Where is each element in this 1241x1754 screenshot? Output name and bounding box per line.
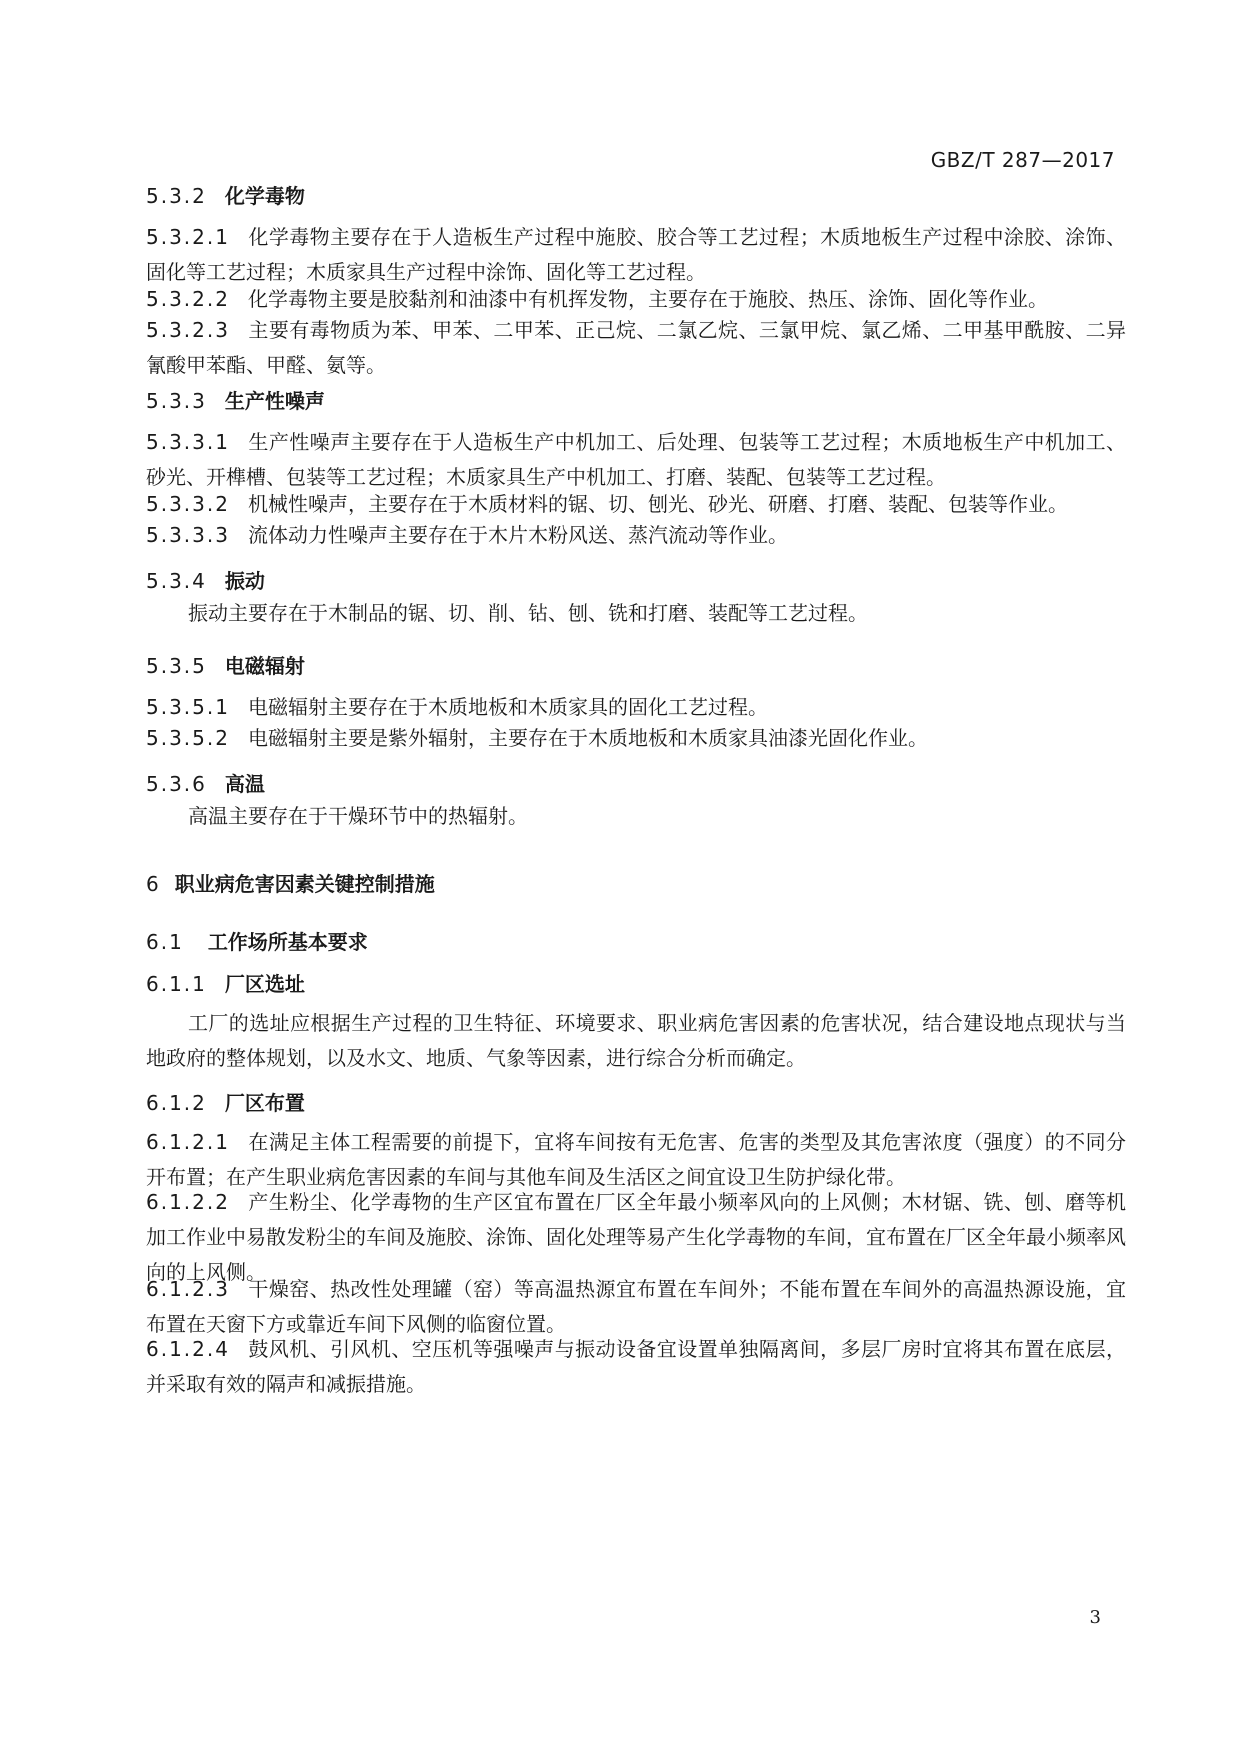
clause-number: 5.3.3.2 <box>146 492 230 516</box>
heading-6-1-1 <box>146 968 305 997</box>
clause-number: 6.1.2.3 <box>146 1277 230 1301</box>
clause-text: 化学毒物主要是胶黏剂和油漆中有机挥发物，主要存在于施胶、热压、涂饰、固化等作业。 <box>247 287 1048 311</box>
heading-6-1-2 <box>146 1087 305 1116</box>
clause-number: 5.3.5.1 <box>146 695 230 719</box>
clause-5-3-2-2 <box>146 282 1126 317</box>
clause-number: 5.3.2.3 <box>146 318 230 342</box>
clause-5-3-3-1 <box>146 425 1126 495</box>
clause-5-3-5-2 <box>146 721 1126 756</box>
clause-number: 5.3.5.2 <box>146 726 230 750</box>
clause-text: 化学毒物主要存在于人造板生产过程中施胶、胶合等工艺过程；木质地板生产过程中涂胶、涂饰、固化等工艺过程；木质家具生产过程中涂饰、固化等工艺过程。 <box>146 225 1126 284</box>
heading-5-3-6 <box>146 768 265 797</box>
section-number: 6.1.2 <box>146 1091 207 1115</box>
section-title: 厂区布置 <box>224 1091 305 1115</box>
section-number: 5.3.2 <box>146 184 207 208</box>
section-title: 振动 <box>224 569 265 593</box>
clause-5-3-3-3 <box>146 518 1126 553</box>
clause-text: 生产性噪声主要存在于人造板生产中机加工、后处理、包装等工艺过程；木质地板生产中机加工、砂光、开榫槽、包装等工艺过程；木质家具生产中机加工、打磨、装配、包装等工艺过程。 <box>146 430 1126 489</box>
clause-text: 鼓风机、引风机、空压机等强噪声与振动设备宜设置单独隔离间，多层厂房时宜将其布置在底层，并采取有效的隔声和减振措施。 <box>146 1337 1126 1396</box>
clause-number: 5.3.2.1 <box>146 225 230 249</box>
clause-number: 6.1.2.1 <box>146 1130 230 1154</box>
paragraph-5-3-6: 高温主要存在于干燥环节中的热辐射。 <box>188 804 528 828</box>
clause-6-1-2-4 <box>146 1332 1126 1402</box>
heading-6-1 <box>146 926 368 955</box>
chapter-number: 6 <box>146 872 159 896</box>
heading-5-3-2 <box>146 180 305 209</box>
clause-text: 机械性噪声，主要存在于木质材料的锯、切、刨光、砂光、研磨、打磨、装配、包装等作业。 <box>247 492 1068 516</box>
clause-text: 电磁辐射主要是紫外辐射，主要存在于木质地板和木质家具油漆光固化作业。 <box>247 726 928 750</box>
clause-number: 5.3.2.2 <box>146 287 230 311</box>
section-number: 5.3.6 <box>146 772 207 796</box>
clause-5-3-3-2 <box>146 487 1126 522</box>
section-number: 6.1.1 <box>146 972 207 996</box>
heading-5-3-4 <box>146 565 265 594</box>
clause-5-3-2-1 <box>146 220 1126 290</box>
clause-text: 产生粉尘、化学毒物的生产区宜布置在厂区全年最小频率风向的上风侧；木材锯、铣、刨、磨等机加工作业中易散发粉尘的车间及施胶、涂饰、固化处理等易产生化学毒物的车间，宜布置在厂区全年最小频率风向的上风侧。 <box>146 1190 1126 1284</box>
section-title: 工作场所基本要求 <box>207 930 368 954</box>
clause-number: 5.3.3.1 <box>146 430 230 454</box>
clause-number: 6.1.2.4 <box>146 1337 230 1361</box>
heading-5-3-5 <box>146 650 305 679</box>
clause-5-3-2-3 <box>146 313 1126 383</box>
paragraph-6-1-1: 工厂的选址应根据生产过程的卫生特征、环境要求、职业病危害因素的危害状况，结合建设地点现状与当地政府的整体规划，以及水文、地质、气象等因素，进行综合分析而确定。 <box>146 1011 1126 1070</box>
clause-text: 主要有毒物质为苯、甲苯、二甲苯、正己烷、二氯乙烷、三氯甲烷、氯乙烯、二甲基甲酰胺、二异氰酸甲苯酯、甲醛、氨等。 <box>146 318 1126 377</box>
clause-text: 电磁辐射主要存在于木质地板和木质家具的固化工艺过程。 <box>247 695 768 719</box>
section-title: 化学毒物 <box>224 184 305 208</box>
section-title: 电磁辐射 <box>224 654 305 678</box>
section-number: 5.3.5 <box>146 654 207 678</box>
section-number: 5.3.4 <box>146 569 207 593</box>
clause-text: 干燥窑、热改性处理罐（窑）等高温热源宜布置在车间外；不能布置在车间外的高温热源设施，宜布置在天窗下方或靠近车间下风侧的临窗位置。 <box>146 1277 1126 1336</box>
clause-number: 5.3.3.3 <box>146 523 230 547</box>
heading-6 <box>146 868 435 897</box>
clause-text: 流体动力性噪声主要存在于木片木粉风送、蒸汽流动等作业。 <box>247 523 788 547</box>
clause-number: 6.1.2.2 <box>146 1190 230 1214</box>
chapter-title: 职业病危害因素关键控制措施 <box>174 872 435 896</box>
paragraph-5-3-4: 振动主要存在于木制品的锯、切、削、钻、刨、铣和打磨、装配等工艺过程。 <box>188 601 868 625</box>
section-title: 厂区选址 <box>224 972 305 996</box>
section-title: 生产性噪声 <box>224 389 325 413</box>
section-title: 高温 <box>224 772 265 796</box>
clause-5-3-5-1 <box>146 690 1126 725</box>
clause-text: 在满足主体工程需要的前提下，宜将车间按有无危害、危害的类型及其危害浓度（强度）的不同分开布置；在产生职业病危害因素的车间与其他车间及生活区之间宜设卫生防护绿化带。 <box>146 1130 1126 1189</box>
section-number: 6.1 <box>146 930 184 954</box>
standard-code: GBZ/T 287—2017 <box>930 148 1115 172</box>
heading-5-3-3 <box>146 385 325 414</box>
page-number: 3 <box>1089 1607 1101 1628</box>
section-number: 5.3.3 <box>146 389 207 413</box>
